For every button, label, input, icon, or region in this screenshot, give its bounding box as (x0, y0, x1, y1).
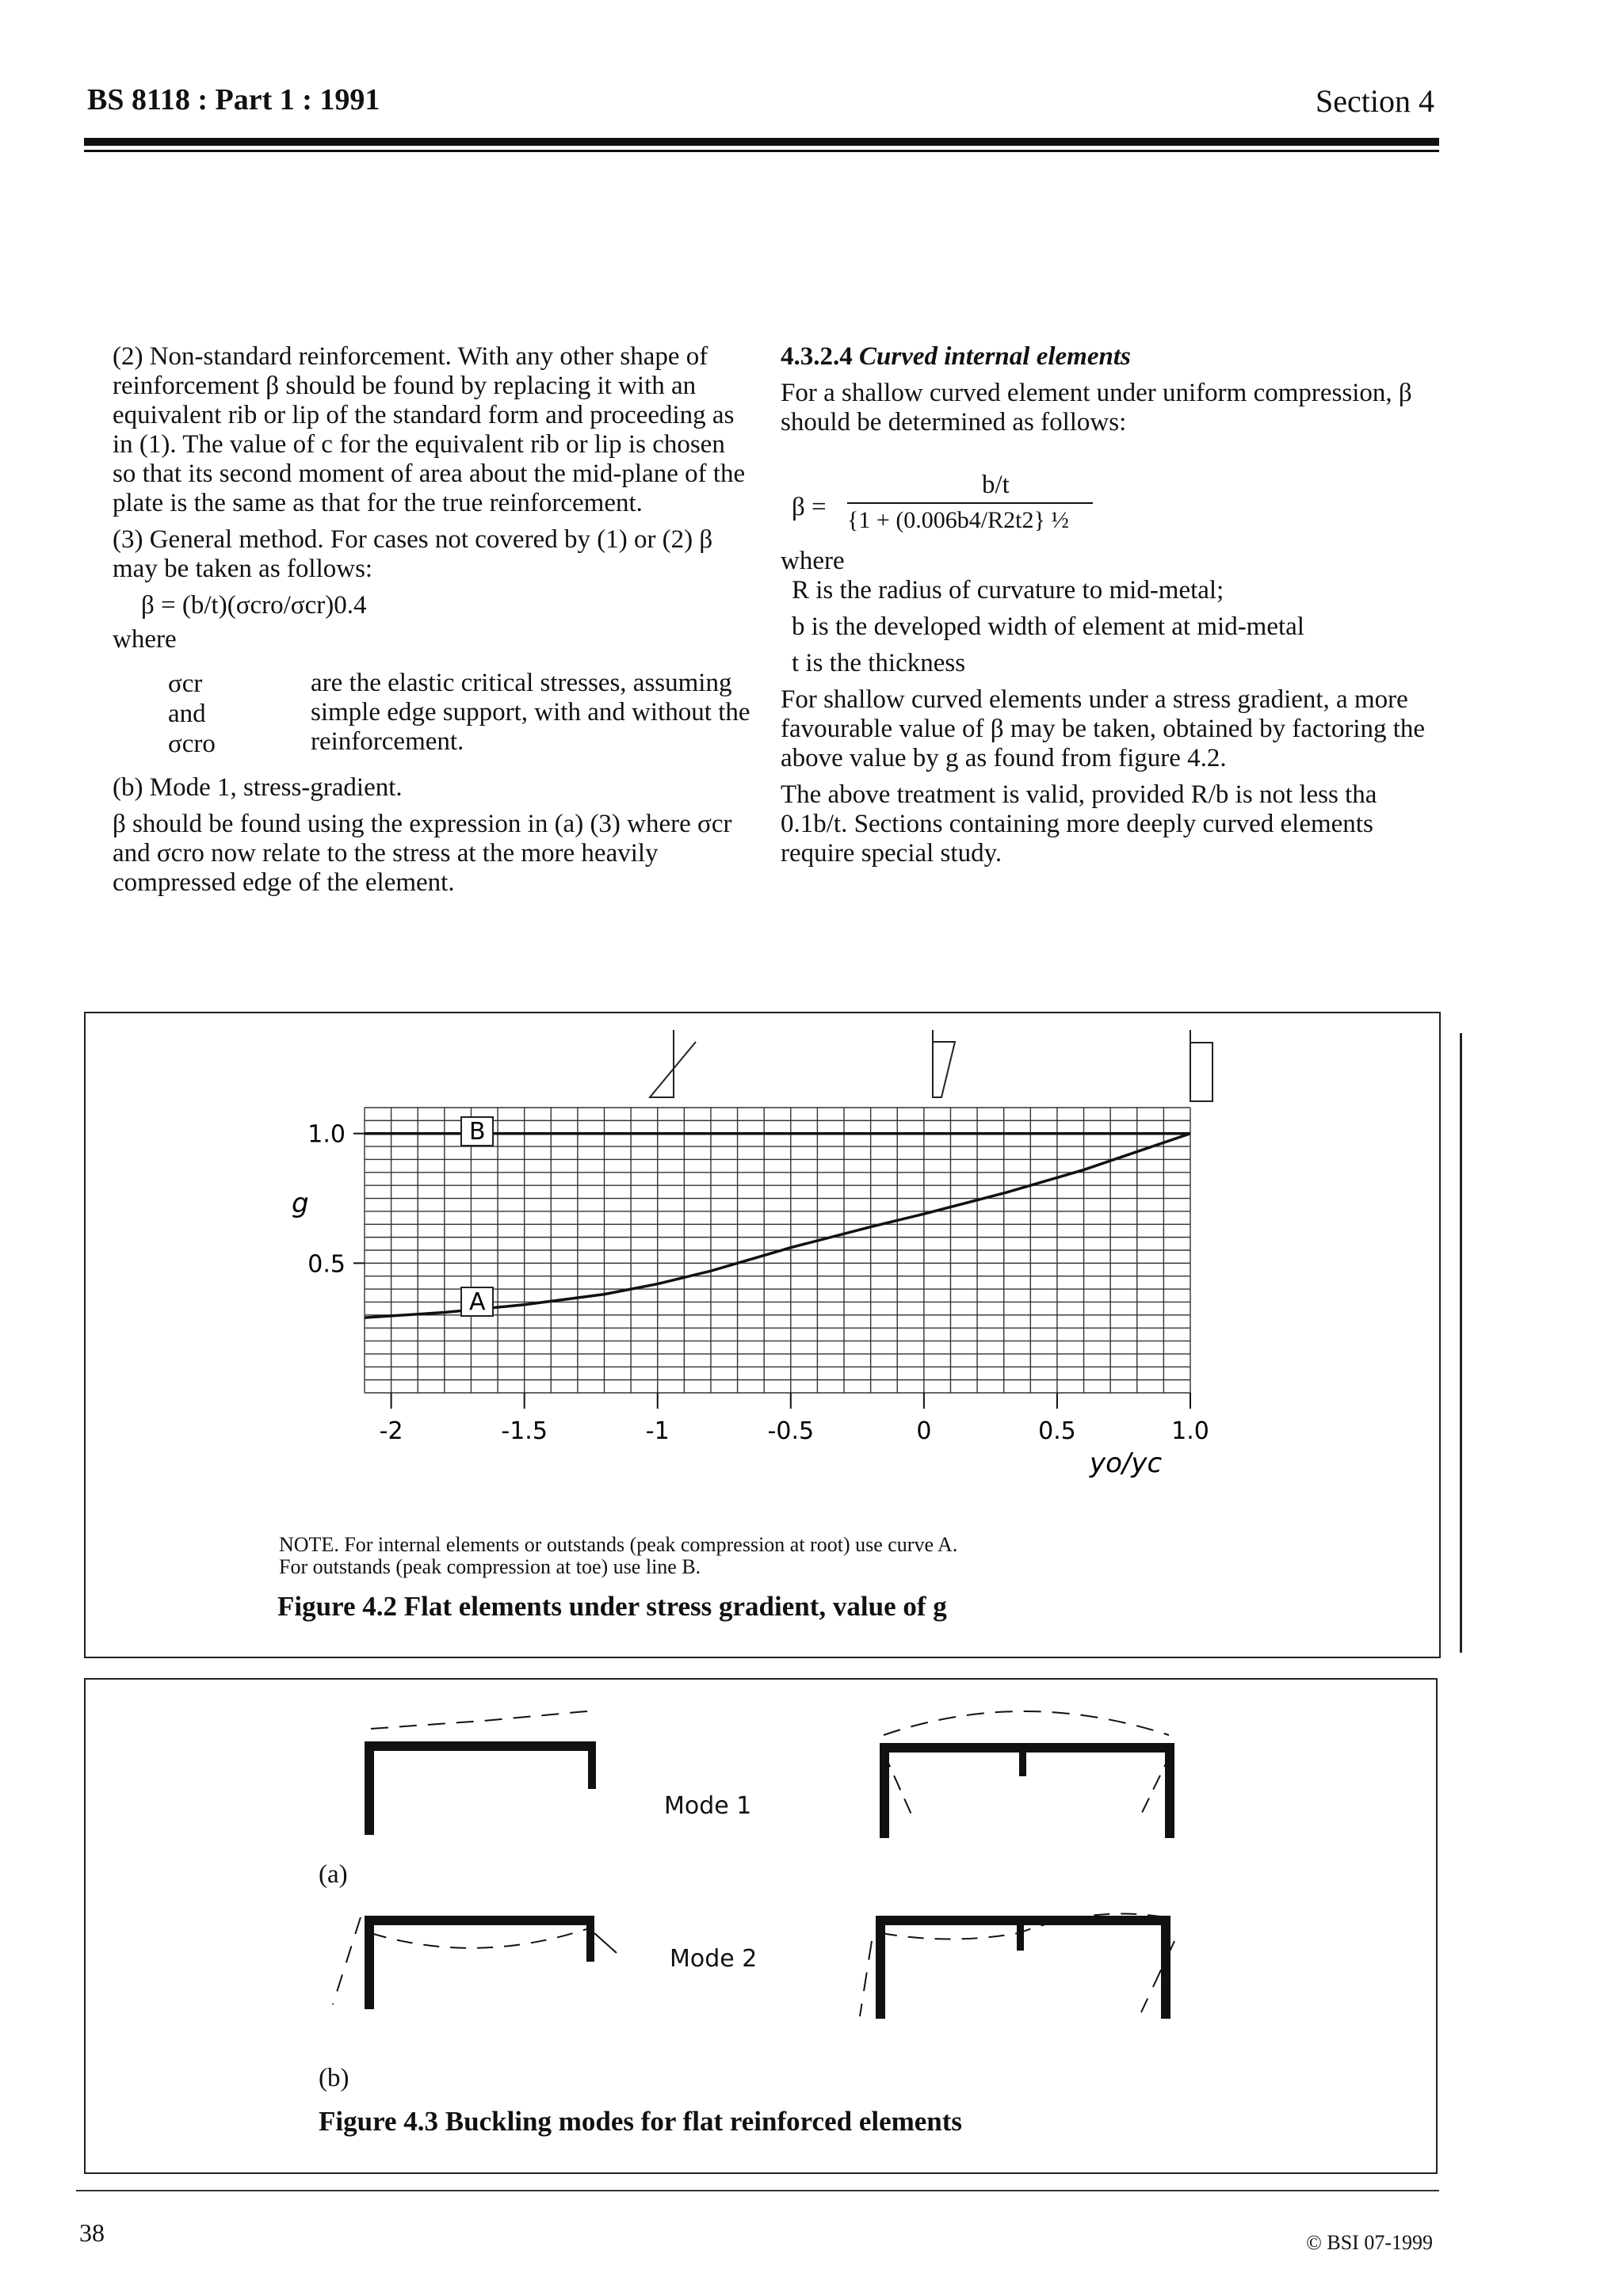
x-tick-label: 1.0 (1171, 1417, 1209, 1445)
mode2-section-lip (333, 1916, 617, 2009)
mode2-section-rib (860, 1914, 1174, 2019)
x-tick-label: -1 (645, 1417, 670, 1445)
paragraph-general-method: (3) General method. For cases not covered by (1) or (2) β may be taken as follows: (113, 525, 713, 583)
page-number: 38 (79, 2218, 105, 2247)
equation-numerator: b/t (982, 471, 1010, 499)
x-tick-label: -2 (379, 1417, 403, 1445)
heading-title: Curved internal elements (859, 342, 1131, 371)
mode1-section-rib (880, 1711, 1174, 1838)
x-tick-label: 0 (916, 1417, 932, 1445)
term-sigma-cr: σcr (168, 669, 203, 698)
series-label-b: B (469, 1118, 486, 1146)
paragraph-stress-gradient: For shallow curved elements under a stress gradient, a more favourable value of β may be taken, obtained by factoring the above value by g as found from figure 4.2. (781, 685, 1426, 772)
definition-r: R is the radius of curvature to mid-metal; (792, 576, 1224, 605)
definition-t: t is the thickness (792, 649, 966, 677)
x-axis-label: yo/yc (1090, 1447, 1163, 1479)
paragraph-non-standard-reinforcement: (2) Non-standard reinforcement. With any other shape of reinforcement β should be found by replacing it with an equivalent rib or lip of the standard form and proceeding as in (1). The value of c for the equivalent rib or lip is chosen so that its second moment of area about the mid-plane of the plate is the same as that for the true reinforcement. (113, 342, 746, 517)
figure-4-2-caption: Figure 4.2 Flat elements under stress gradient, value of g (277, 1591, 947, 1622)
copyright: © BSI 07-1999 (1306, 2231, 1433, 2254)
y-axis-label: g (292, 1188, 309, 1219)
where-label: where (113, 625, 177, 654)
x-tick-label: -1.5 (501, 1417, 548, 1445)
definition-text: are the elastic critical stresses, assuming simple edge support, with and without the reinforcement. (311, 669, 750, 756)
beta-formula: β = (b/t)(σcro/σcr)0.4 (141, 591, 367, 620)
footer-rule (76, 2190, 1439, 2191)
heading-number: 4.3.2.4 (781, 342, 853, 371)
mode1-section-lip (365, 1711, 596, 1835)
x-tick-label: -0.5 (767, 1417, 815, 1445)
mode-1-label: Mode 1 (664, 1792, 752, 1820)
where-label-right: where (781, 547, 845, 575)
equation-lhs: β = (792, 493, 827, 521)
note-line-2: For outstands (peak compression at toe) use line B. (279, 1555, 701, 1578)
term-and: and (168, 700, 206, 728)
label-a: (a) (319, 1860, 348, 1889)
paragraph-validity: The above treatment is valid, provided R/b is not less tha 0.1b/t. Sections containing more deeply curved elements require special study. (781, 780, 1377, 868)
paragraph-uniform-compression: For a shallow curved element under uniform compression, β should be determined as follows: (781, 379, 1412, 437)
section-label: Section 4 (1316, 83, 1434, 119)
figure-4-3-caption: Figure 4.3 Buckling modes for flat reinforced elements (319, 2106, 963, 2137)
document-id: BS 8118 : Part 1 : 1991 (87, 83, 380, 116)
term-sigma-cro: σcro (168, 730, 216, 758)
mode-2-label: Mode 2 (670, 1945, 758, 1973)
y-tick-label: 1.0 (307, 1120, 346, 1149)
y-tick-label: 0.5 (307, 1250, 346, 1279)
note-line-1: NOTE. For internal elements or outstands (peak compression at root) use curve A. (279, 1533, 958, 1556)
x-tick-label: 0.5 (1038, 1417, 1076, 1445)
label-b: (b) (319, 2064, 349, 2092)
definition-b: b is the developed width of element at mid-metal (792, 612, 1304, 641)
paragraph-mode-1: (b) Mode 1, stress-gradient. (113, 773, 403, 802)
paragraph-beta-expression: β should be found using the expression in (a) (3) where σcr and σcro now relate to the stress at the more heavily compressed edge of the element. (113, 810, 732, 897)
series-label-a: A (469, 1288, 486, 1316)
equation-denominator: {1 + (0.006b4/R2t2} ½ (847, 507, 1069, 533)
